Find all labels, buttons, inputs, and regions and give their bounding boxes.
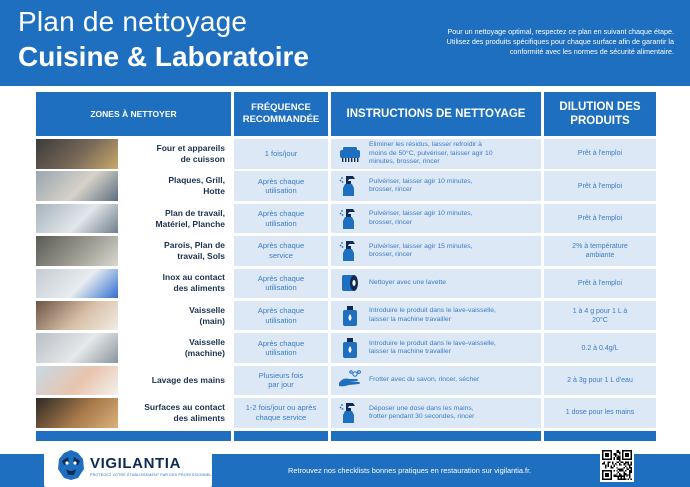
vigilantia-logo-icon <box>56 449 86 481</box>
cleaning-plan-table <box>36 92 656 441</box>
instructions-cell: Pulvériser, laisser agir 15 minutes, brosser, rincer <box>331 236 541 266</box>
frequency-cell: Après chaque utilisation <box>234 269 328 299</box>
instructions-cell: Frotter avec du savon, rincer, sécher <box>331 366 541 396</box>
spray-bottle-icon <box>337 402 363 424</box>
header-dilution: DILUTION DES PRODUITS <box>544 92 656 136</box>
dilution-cell: 1 dose pour les mains <box>544 398 656 428</box>
instructions-cell: Introduire le produit dans le lave-vaisselle, laisser la machine travailler <box>331 301 541 331</box>
footer-bar-segment <box>331 431 541 441</box>
footer-bar-segment <box>234 431 328 441</box>
dilution-cell: 2 à 3g pour 1 L d'eau <box>544 366 656 396</box>
zone-label: Inox au contact des aliments <box>121 269 231 299</box>
dishwasher-photo <box>36 333 118 363</box>
hand-wash-icon <box>337 369 363 391</box>
dilution-cell: Prêt à l'emploi <box>544 204 656 234</box>
oven-cleaning-photo <box>36 139 118 169</box>
hand-dishwashing-photo <box>36 301 118 331</box>
zone-label: Plaques, Grill, Hotte <box>121 171 231 201</box>
header-zone: ZONES À NETTOYER <box>36 92 231 136</box>
qr-code-icon[interactable] <box>600 448 634 482</box>
frequency-cell: 1-2 fois/jour ou après chaque service <box>234 398 328 428</box>
instructions-cell: Pulvériser, laisser agir 10 minutes, brosser, rincer <box>331 171 541 201</box>
footer-link-text[interactable]: Retrouvez nos checklists bonnes pratiques en restauration sur vigilantia.fr. <box>288 466 532 475</box>
dilution-cell: Prêt à l'emploi <box>544 139 656 169</box>
cloth-roll-icon <box>337 272 363 294</box>
zone-label: Parois, Plan de travail, Sols <box>121 236 231 266</box>
instructions-cell: Nettoyer avec une lavette <box>331 269 541 299</box>
spray-bottle-icon <box>337 208 363 230</box>
grill-cleaning-photo <box>36 171 118 201</box>
table-row <box>36 333 656 363</box>
brand-name: VIGILANTIA <box>90 455 181 472</box>
dilution-cell: Prêt à l'emploi <box>544 171 656 201</box>
dilution-cell: 0.2 à 0.4g/L <box>544 333 656 363</box>
dilution-cell: Prêt à l'emploi <box>544 269 656 299</box>
table-row <box>36 301 656 331</box>
header-frequency: FRÉQUENCE RECOMMANDÉE <box>234 92 328 136</box>
table-row <box>36 398 656 428</box>
detergent-bottle-icon <box>337 305 363 327</box>
header-instructions: INSTRUCTIONS DE NETTOYAGE <box>331 92 541 136</box>
table-row <box>36 236 656 266</box>
frequency-cell: Après chaque service <box>234 236 328 266</box>
table-footer-bar <box>36 431 656 441</box>
table-row <box>36 269 656 299</box>
table-header-row <box>36 92 656 136</box>
zone-label: Plan de travail, Matériel, Planche <box>121 204 231 234</box>
spray-bottle-icon <box>337 175 363 197</box>
dilution-cell: 2% à température ambiante <box>544 236 656 266</box>
instructions-cell: Eliminer les résidus, laisser refroidir à moins de 50°C, pulvériser, laisser agir 10 minutes, brosser, rincer <box>331 139 541 169</box>
table-row <box>36 139 656 169</box>
food-surfaces-photo <box>36 398 118 428</box>
kitchen-walls-photo <box>36 236 118 266</box>
zone-label: Surfaces au contact des aliments <box>121 398 231 428</box>
frequency-cell: 1 fois/jour <box>234 139 328 169</box>
detergent-bottle-icon <box>337 337 363 359</box>
stainless-steel-photo <box>36 269 118 299</box>
zone-label: Vaisselle (machine) <box>121 333 231 363</box>
instructions-cell: Introduire le produit dans le lave-vaisselle, laisser la machine travailler <box>331 333 541 363</box>
page-title-line2: Cuisine & Laboratoire <box>18 41 309 72</box>
intro-text: Pour un nettoyage optimal, respectez ce plan en suivant chaque étape. Utilisez des produits spécifiques pour chaque surface afin de garantir la conformité avec les normes de sécurité alimentaire. <box>446 27 674 56</box>
frequency-cell: Après chaque utilisation <box>234 204 328 234</box>
page-title-line1: Plan de nettoyage <box>18 6 248 37</box>
footer-bar-segment <box>544 431 656 441</box>
spray-bottle-icon <box>337 240 363 262</box>
instructions-cell: Pulvériser, laisser agir 10 minutes, brosser, rincer <box>331 204 541 234</box>
dilution-cell: 1 à 4 g pour 1 L à 20°C <box>544 301 656 331</box>
zone-label: Lavage des mains <box>121 366 231 396</box>
zone-label: Four et appareils de cuisson <box>121 139 231 169</box>
frequency-cell: Plusieurs fois par jour <box>234 366 328 396</box>
table-row <box>36 171 656 201</box>
table-body <box>36 139 656 428</box>
worktop-photo <box>36 204 118 234</box>
zone-label: Vaisselle (main) <box>121 301 231 331</box>
hand-washing-photo <box>36 366 118 396</box>
footer-bar-segment <box>36 431 231 441</box>
table-row <box>36 366 656 396</box>
frequency-cell: Après chaque utilisation <box>234 301 328 331</box>
frequency-cell: Après chaque utilisation <box>234 171 328 201</box>
scrub-brush-icon <box>337 143 363 165</box>
brand-tagline: PROTÉGEZ VOTRE ÉTABLISSEMENT PAR DES PROFESSIONNELS <box>90 473 215 477</box>
instructions-cell: Déposer une dose dans les mains, frotter pendant 30 secondes, rincer <box>331 398 541 428</box>
table-row <box>36 204 656 234</box>
frequency-cell: Après chaque utilisation <box>234 333 328 363</box>
